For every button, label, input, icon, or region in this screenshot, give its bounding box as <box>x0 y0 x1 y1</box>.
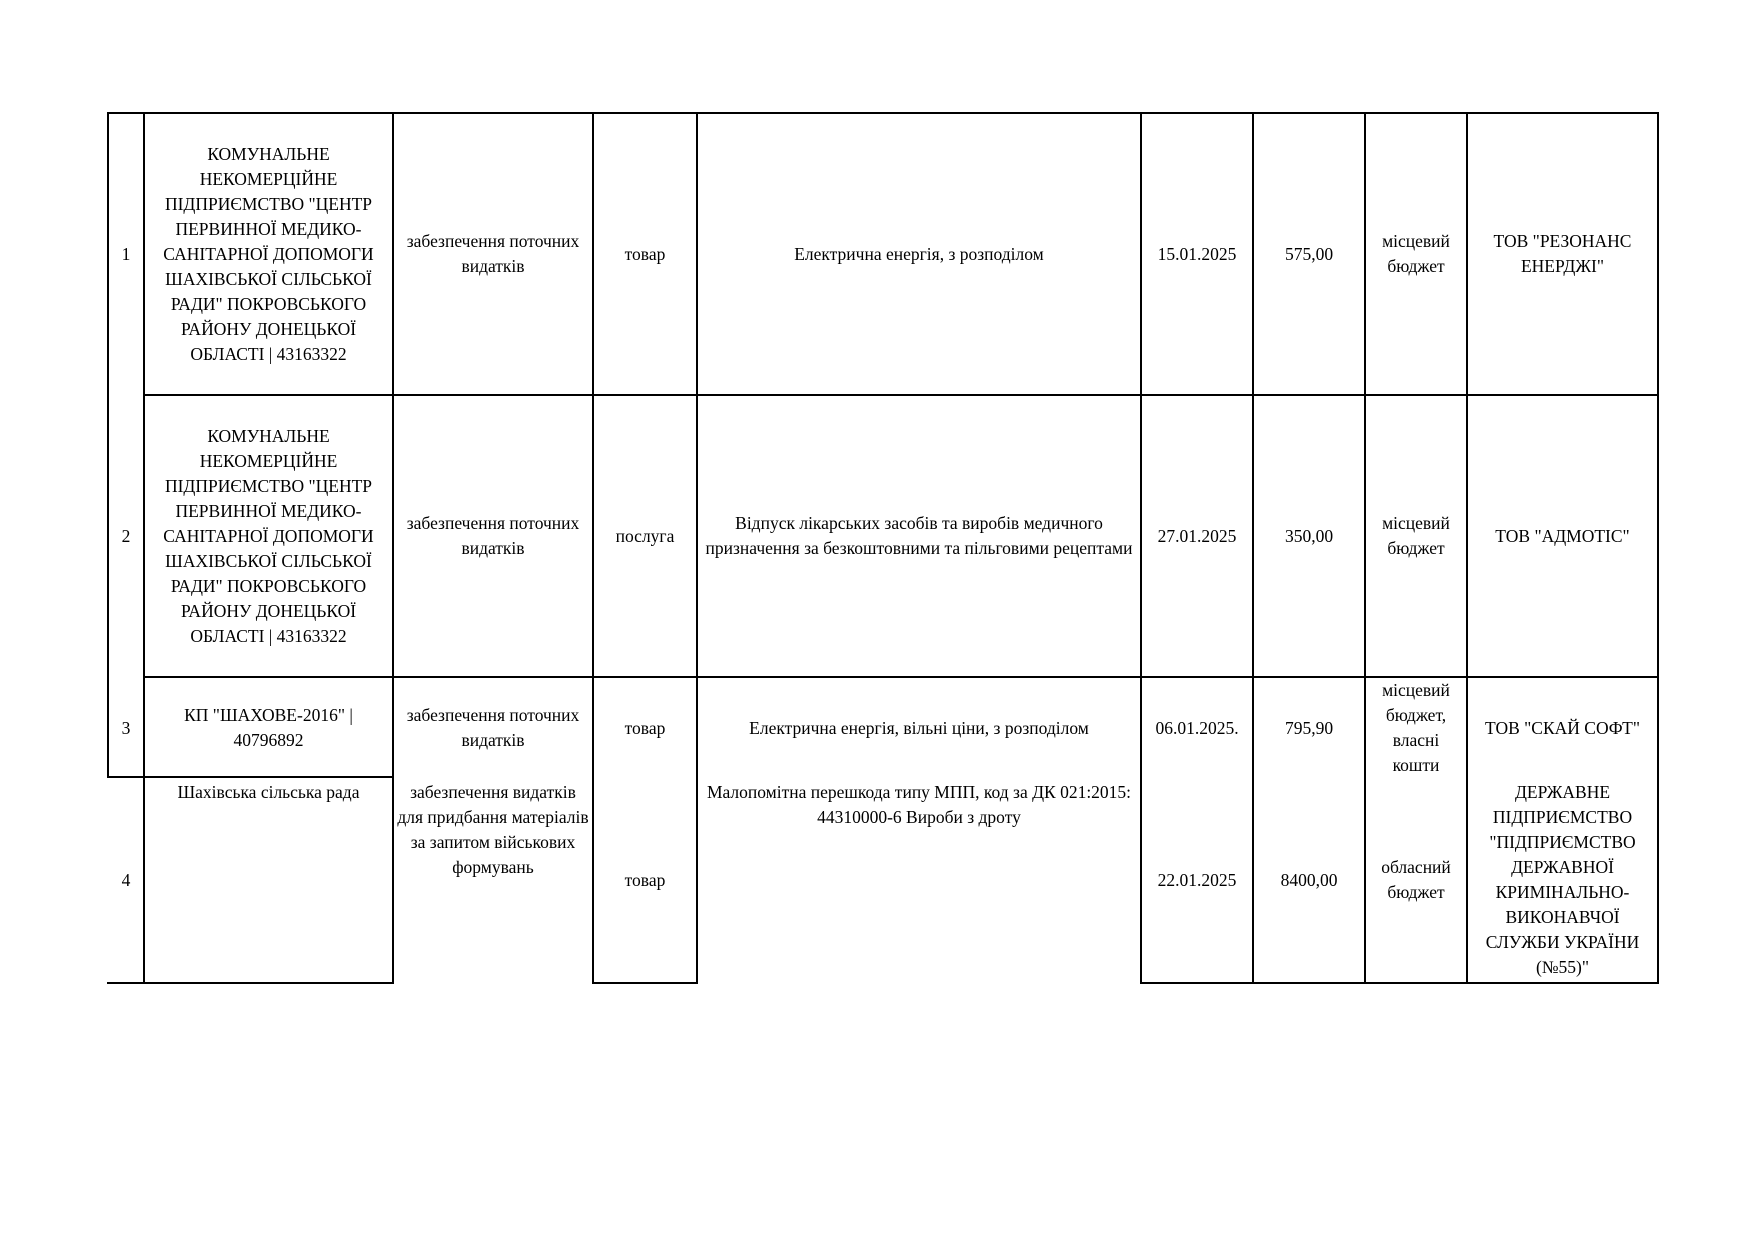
funding-cell: місцевий бюджет <box>1382 513 1450 558</box>
subject-cell: Відпуск лікарських засобів та виробів медичного призначення за безкоштовними та пільговими рецептами <box>705 513 1133 558</box>
type-cell: послуга <box>615 525 675 546</box>
purpose-cell: забезпечення поточних видатків <box>406 513 580 558</box>
grid-line <box>592 112 594 984</box>
purpose-cell: забезпечення поточних видатків <box>406 705 580 750</box>
grid-line <box>1364 112 1366 984</box>
grid-line <box>107 112 109 778</box>
customer-cell: КП "ШАХОВЕ-2016" | 40796892 <box>184 705 353 750</box>
date-cell: 22.01.2025 <box>1157 869 1237 890</box>
grid-line <box>107 776 394 778</box>
grid-line <box>592 982 698 984</box>
amount-cell: 575,00 <box>1284 243 1334 264</box>
supplier-cell: ТОВ "РЕЗОНАНС ЕНЕРДЖІ" <box>1493 231 1632 276</box>
row-number: 2 <box>121 525 131 546</box>
type-cell: товар <box>624 717 666 738</box>
subject-cell: Електрична енергія, вільні ціни, з розподілом <box>749 717 1089 738</box>
supplier-cell: ДЕРЖАВНЕ ПІДПРИЄМСТВО "ПІДПРИЄМСТВО ДЕРЖАВНОЇ КРИМІНАЛЬНО-ВИКОНАВЧОЇ СЛУЖБИ УКРАЇНИ (№55)" <box>1485 782 1640 977</box>
type-cell: товар <box>624 869 666 890</box>
grid-line <box>696 112 698 984</box>
purpose-cell: забезпечення поточних видатків <box>406 231 580 276</box>
funding-cell: місцевий бюджет <box>1382 231 1450 276</box>
subject-cell: Малопомітна перешкода типу МПП, код за ДК 021:2015: 44310000-6 Вироби з дроту <box>706 782 1132 827</box>
supplier-cell: ТОВ "АДМОТІС" <box>1495 525 1630 546</box>
grid-line <box>1140 982 1659 984</box>
customer-cell: Шахівська сільська рада <box>177 782 360 802</box>
grid-line <box>107 112 1659 114</box>
grid-line <box>1140 112 1142 984</box>
row-number: 3 <box>121 717 131 738</box>
grid-line <box>143 112 145 984</box>
purpose-cell: забезпечення видатків для придбання матеріалів за запитом військових формувань <box>397 782 589 877</box>
amount-cell: 795,90 <box>1284 717 1334 738</box>
grid-line <box>392 112 394 984</box>
date-cell: 06.01.2025. <box>1155 717 1239 738</box>
customer-cell: КОМУНАЛЬНЕ НЕКОМЕРЦІЙНЕ ПІДПРИЄМСТВО "ЦЕНТР ПЕРВИННОЇ МЕДИКО-САНІТАРНОЇ ДОПОМОГИ ШАХІВСЬКОЇ СІЛЬСЬКОЇ РАДИ" ПОКРОВСЬКОГО РАЙОНУ ДОНЕЦЬКОЇ ОБЛАСТІ | 43163322 <box>163 425 374 646</box>
subject-cell: Електрична енергія, з розподілом <box>794 243 1044 264</box>
customer-cell: КОМУНАЛЬНЕ НЕКОМЕРЦІЙНЕ ПІДПРИЄМСТВО "ЦЕНТР ПЕРВИННОЇ МЕДИКО-САНІТАРНОЇ ДОПОМОГИ ШАХІВСЬКОЇ СІЛЬСЬКОЇ РАДИ" ПОКРОВСЬКОГО РАЙОНУ ДОНЕЦЬКОЇ ОБЛАСТІ | 43163322 <box>163 143 374 364</box>
row-number: 4 <box>121 869 131 890</box>
amount-cell: 350,00 <box>1284 525 1334 546</box>
row-number: 1 <box>121 243 131 264</box>
funding-cell: обласний бюджет <box>1381 857 1451 902</box>
date-cell: 15.01.2025 <box>1157 243 1237 264</box>
grid-line <box>1252 112 1254 984</box>
supplier-cell: ТОВ "СКАЙ СОФТ" <box>1484 717 1641 738</box>
grid-line <box>1657 112 1659 984</box>
grid-line <box>143 394 1659 396</box>
grid-line <box>1466 112 1468 984</box>
grid-line <box>107 982 394 984</box>
funding-cell: місцевий бюджет, власні кошти <box>1382 680 1450 775</box>
amount-cell: 8400,00 <box>1280 869 1338 890</box>
date-cell: 27.01.2025 <box>1157 525 1237 546</box>
type-cell: товар <box>624 243 666 264</box>
grid-line <box>143 676 1659 678</box>
